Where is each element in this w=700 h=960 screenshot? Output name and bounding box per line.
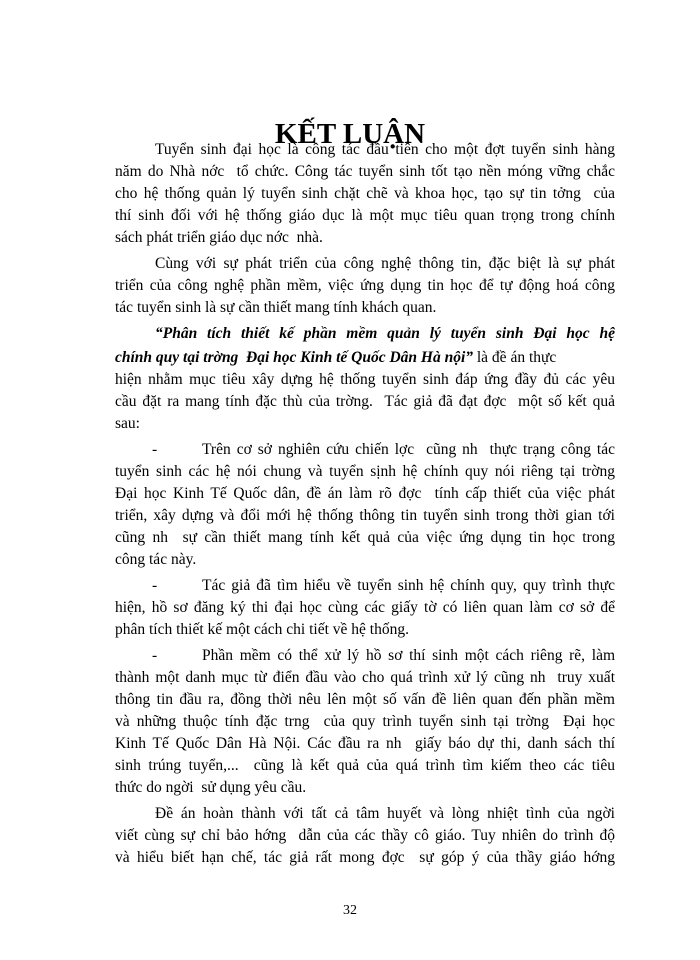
paragraph-4-line: Đề án hoàn thành với tất cả tâm huyết và lòng nhiệt tình của ngời [155,805,615,822]
paragraph-1-line: sách phát triển giáo dục nớc nhà. [115,229,323,246]
paragraph-1-line: cho hệ thống quản lý tuyển sinh chặt chẽ và khoa học, tạo sự tin tởng của [115,185,615,202]
paragraph-2-line: tác tuyển sinh là sự cần thiết mang tính khách quan. [115,299,437,316]
paragraph-1-line: thí sinh đối với hệ thống giáo dục là một mục tiêu quan trọng trong chính [115,207,615,224]
bullet-2-line: hiện, hồ sơ đăng ký thi đại học cùng các giấy tờ có liên quan làm cơ sở để [115,599,615,616]
paragraph-4-line: viết cùng sự chỉ bảo hớng dẫn của các thầy cô giáo. Tuy nhiên do trình độ [115,827,615,844]
project-title-line: “Phân tích thiết kế phần mềm quản lý tuyển sinh Đại học hệ [155,325,615,342]
bullet-3-line: sinh trúng tuyển,... cũng là kết quả của quá trình tìm kiếm theo các tiêu [115,757,615,774]
bullet-3-line: và những thuộc tính đặc trng của quy trình tuyển sinh tại trờng Đại học [115,713,615,730]
page-title: KẾT LUẬN [274,118,426,150]
paragraph-3-line: cầu đặt ra mang tính đặc thù của trờng. Tác giả đã đạt đợc một số kết quả [115,393,615,410]
bullet-3-line: Phần mềm có thể xử lý hồ sơ thí sinh một cách riêng rẽ, làm [202,647,615,664]
paragraph-2-line: triển của công nghệ phần mềm, việc ứng dụng tin học để tự động hoá công [115,277,615,294]
bullet-2-line: Tác giả đã tìm hiểu về tuyển sinh hệ chính quy, quy trình thực [202,577,615,594]
paragraph-1-line: Tuyển sinh đại học là công tác đầu tiên cho một đợt tuyển sinh hàng [155,141,615,158]
paragraph-1-line: năm do Nhà nớc tổ chức. Công tác tuyển sinh tốt tạo nền móng vững chắc [115,163,615,180]
bullet-2-line: phân tích thiết kế một cách chi tiết về hệ thống. [115,621,409,638]
bullet-1-line: công tác này. [115,551,197,568]
project-title-line: chính quy tại trờng Đại học Kinh tế Quốc Dân Hà nội” [115,349,473,366]
bullet-marker: - [152,441,158,458]
paragraph-2-line: Cùng với sự phát triển của công nghệ thông tin, đặc biệt là sự phát [155,255,615,272]
paragraph-3-line: hiện nhằm mục tiêu xây dựng hệ thống tuyển sinh đáp ứng đầy đủ các yêu [115,371,615,388]
bullet-1-line: triển, xây dựng và đổi mới hệ thống thông tin tuyển sinh trong thời gian tới [115,507,615,524]
bullet-3-line: thông tin đầu ra, đồng thời nêu lên một số vấn đề liên quan đến phần mềm [115,691,615,708]
bullet-3-line: thành một danh mục từ điển đầu vào cho quá trình xử lý cũng nh truy xuất [115,669,615,686]
bullet-3-line: thức do ngời sử dụng yêu cầu. [115,779,307,796]
bullet-marker: - [152,577,158,594]
paragraph-3-line [115,348,615,370]
paragraph-4-line: và hiểu biết hạn chế, tác giả rất mong đợc sự góp ý của thầy giáo hớng [115,849,615,866]
bullet-3-line: Kinh Tế Quốc Dân Hà Nội. Các đầu ra nh giấy báo dự thi, danh sách thí [115,735,615,752]
bullet-1-line: Trên cơ sở nghiên cứu chiến lợc cũng nh thực trạng công tác [202,441,615,458]
bullet-1-line: Đại học Kinh Tế Quốc dân, đề án làm rõ đợc tính cấp thiết của việc phát [115,485,615,502]
bullet-1-line: cũng nh sự cần thiết mang tính kết quả của việc ứng dụng tin học trong [115,529,615,546]
paragraph-3-line: sau: [115,415,140,432]
bullet-1-line: tuyển sinh các hệ nói chung và tuyển sịnh hệ chính quy nói riêng tại trờng [115,463,615,480]
page-number: 32 [343,903,357,918]
bullet-marker: - [152,647,158,664]
paragraph-3-text: là đề án thực [473,349,557,366]
